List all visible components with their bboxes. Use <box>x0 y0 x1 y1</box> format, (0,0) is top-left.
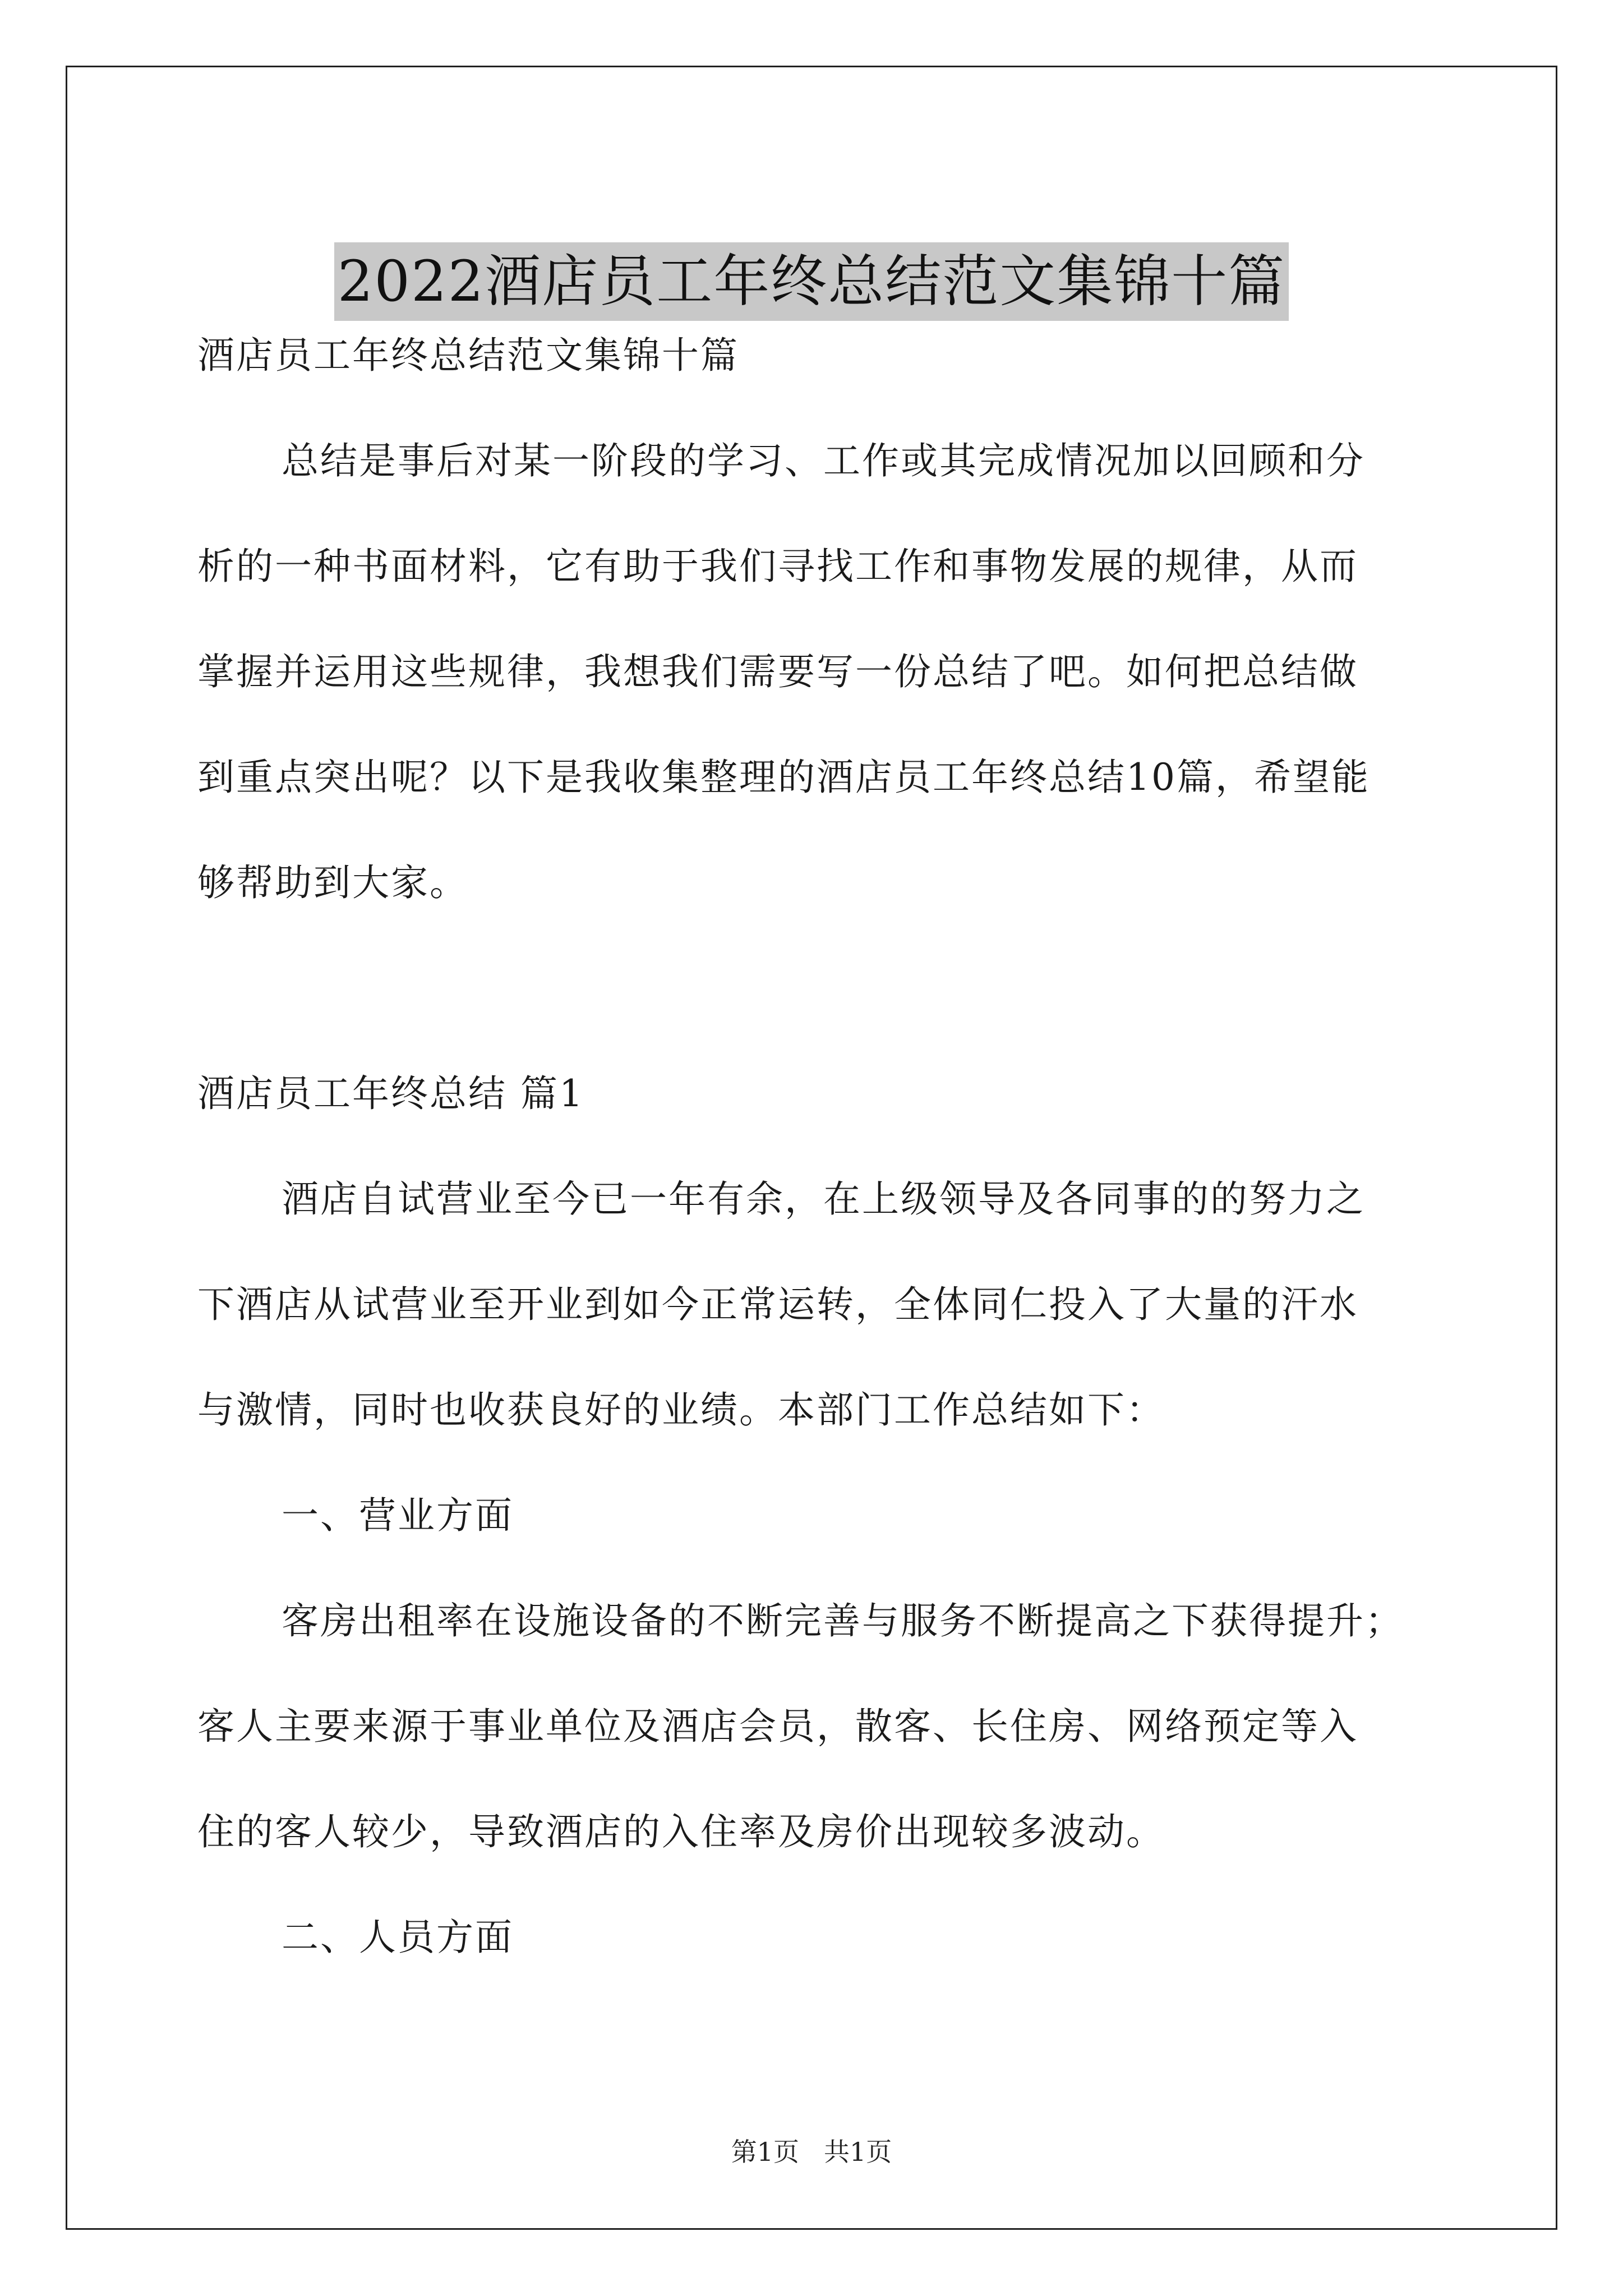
intro-line-2: 析的一种书面材料，它有助于我们寻找工作和事物发展的规律，从而 <box>197 545 1358 588</box>
heading-business: 一、营业方面 <box>282 1494 514 1537</box>
document-title: 2022酒店员工年终总结范文集锦十篇 <box>334 242 1289 321</box>
para-2-line-2: 客人主要来源于事业单位及酒店会员，散客、长住房、网络预定等入 <box>197 1705 1358 1748</box>
paragraph-gap <box>197 936 1448 1041</box>
subtitle: 酒店员工年终总结范文集锦十篇 <box>197 334 739 377</box>
para-1-line-1: 酒店自试营业至今已一年有余，在上级领导及各同事的的努力之 <box>282 1177 1365 1221</box>
para-2-line-3: 住的客人较少，导致酒店的入住率及房价出现较多波动。 <box>197 1810 1165 1853</box>
page-total: 共1页 <box>824 2137 892 2167</box>
para-1-line-3: 与激情，同时也收获良好的业绩。本部门工作总结如下： <box>197 1388 1165 1432</box>
intro-line-5: 够帮助到大家。 <box>197 861 468 904</box>
page-number: 第1页 <box>731 2137 799 2167</box>
heading-staff: 二、人员方面 <box>282 1916 514 1959</box>
section-1-heading: 酒店员工年终总结 篇1 <box>197 1072 584 1115</box>
intro-line-3: 掌握并运用这些规律，我想我们需要写一份总结了吧。如何把总结做 <box>197 650 1358 693</box>
page-footer <box>0 2132 1623 2169</box>
intro-line-1: 总结是事后对某一阶段的学习、工作或其完成情况加以回顾和分 <box>282 439 1365 482</box>
document-body <box>197 303 1448 1990</box>
para-1-line-2: 下酒店从试营业至开业到如今正常运转，全体同仁投入了大量的汗水 <box>197 1283 1358 1326</box>
para-2-line-1: 客房出租率在设施设备的不断完善与服务不断提高之下获得提升； <box>282 1599 1404 1642</box>
intro-line-4: 到重点突出呢？以下是我收集整理的酒店员工年终总结10篇，希望能 <box>197 756 1370 799</box>
